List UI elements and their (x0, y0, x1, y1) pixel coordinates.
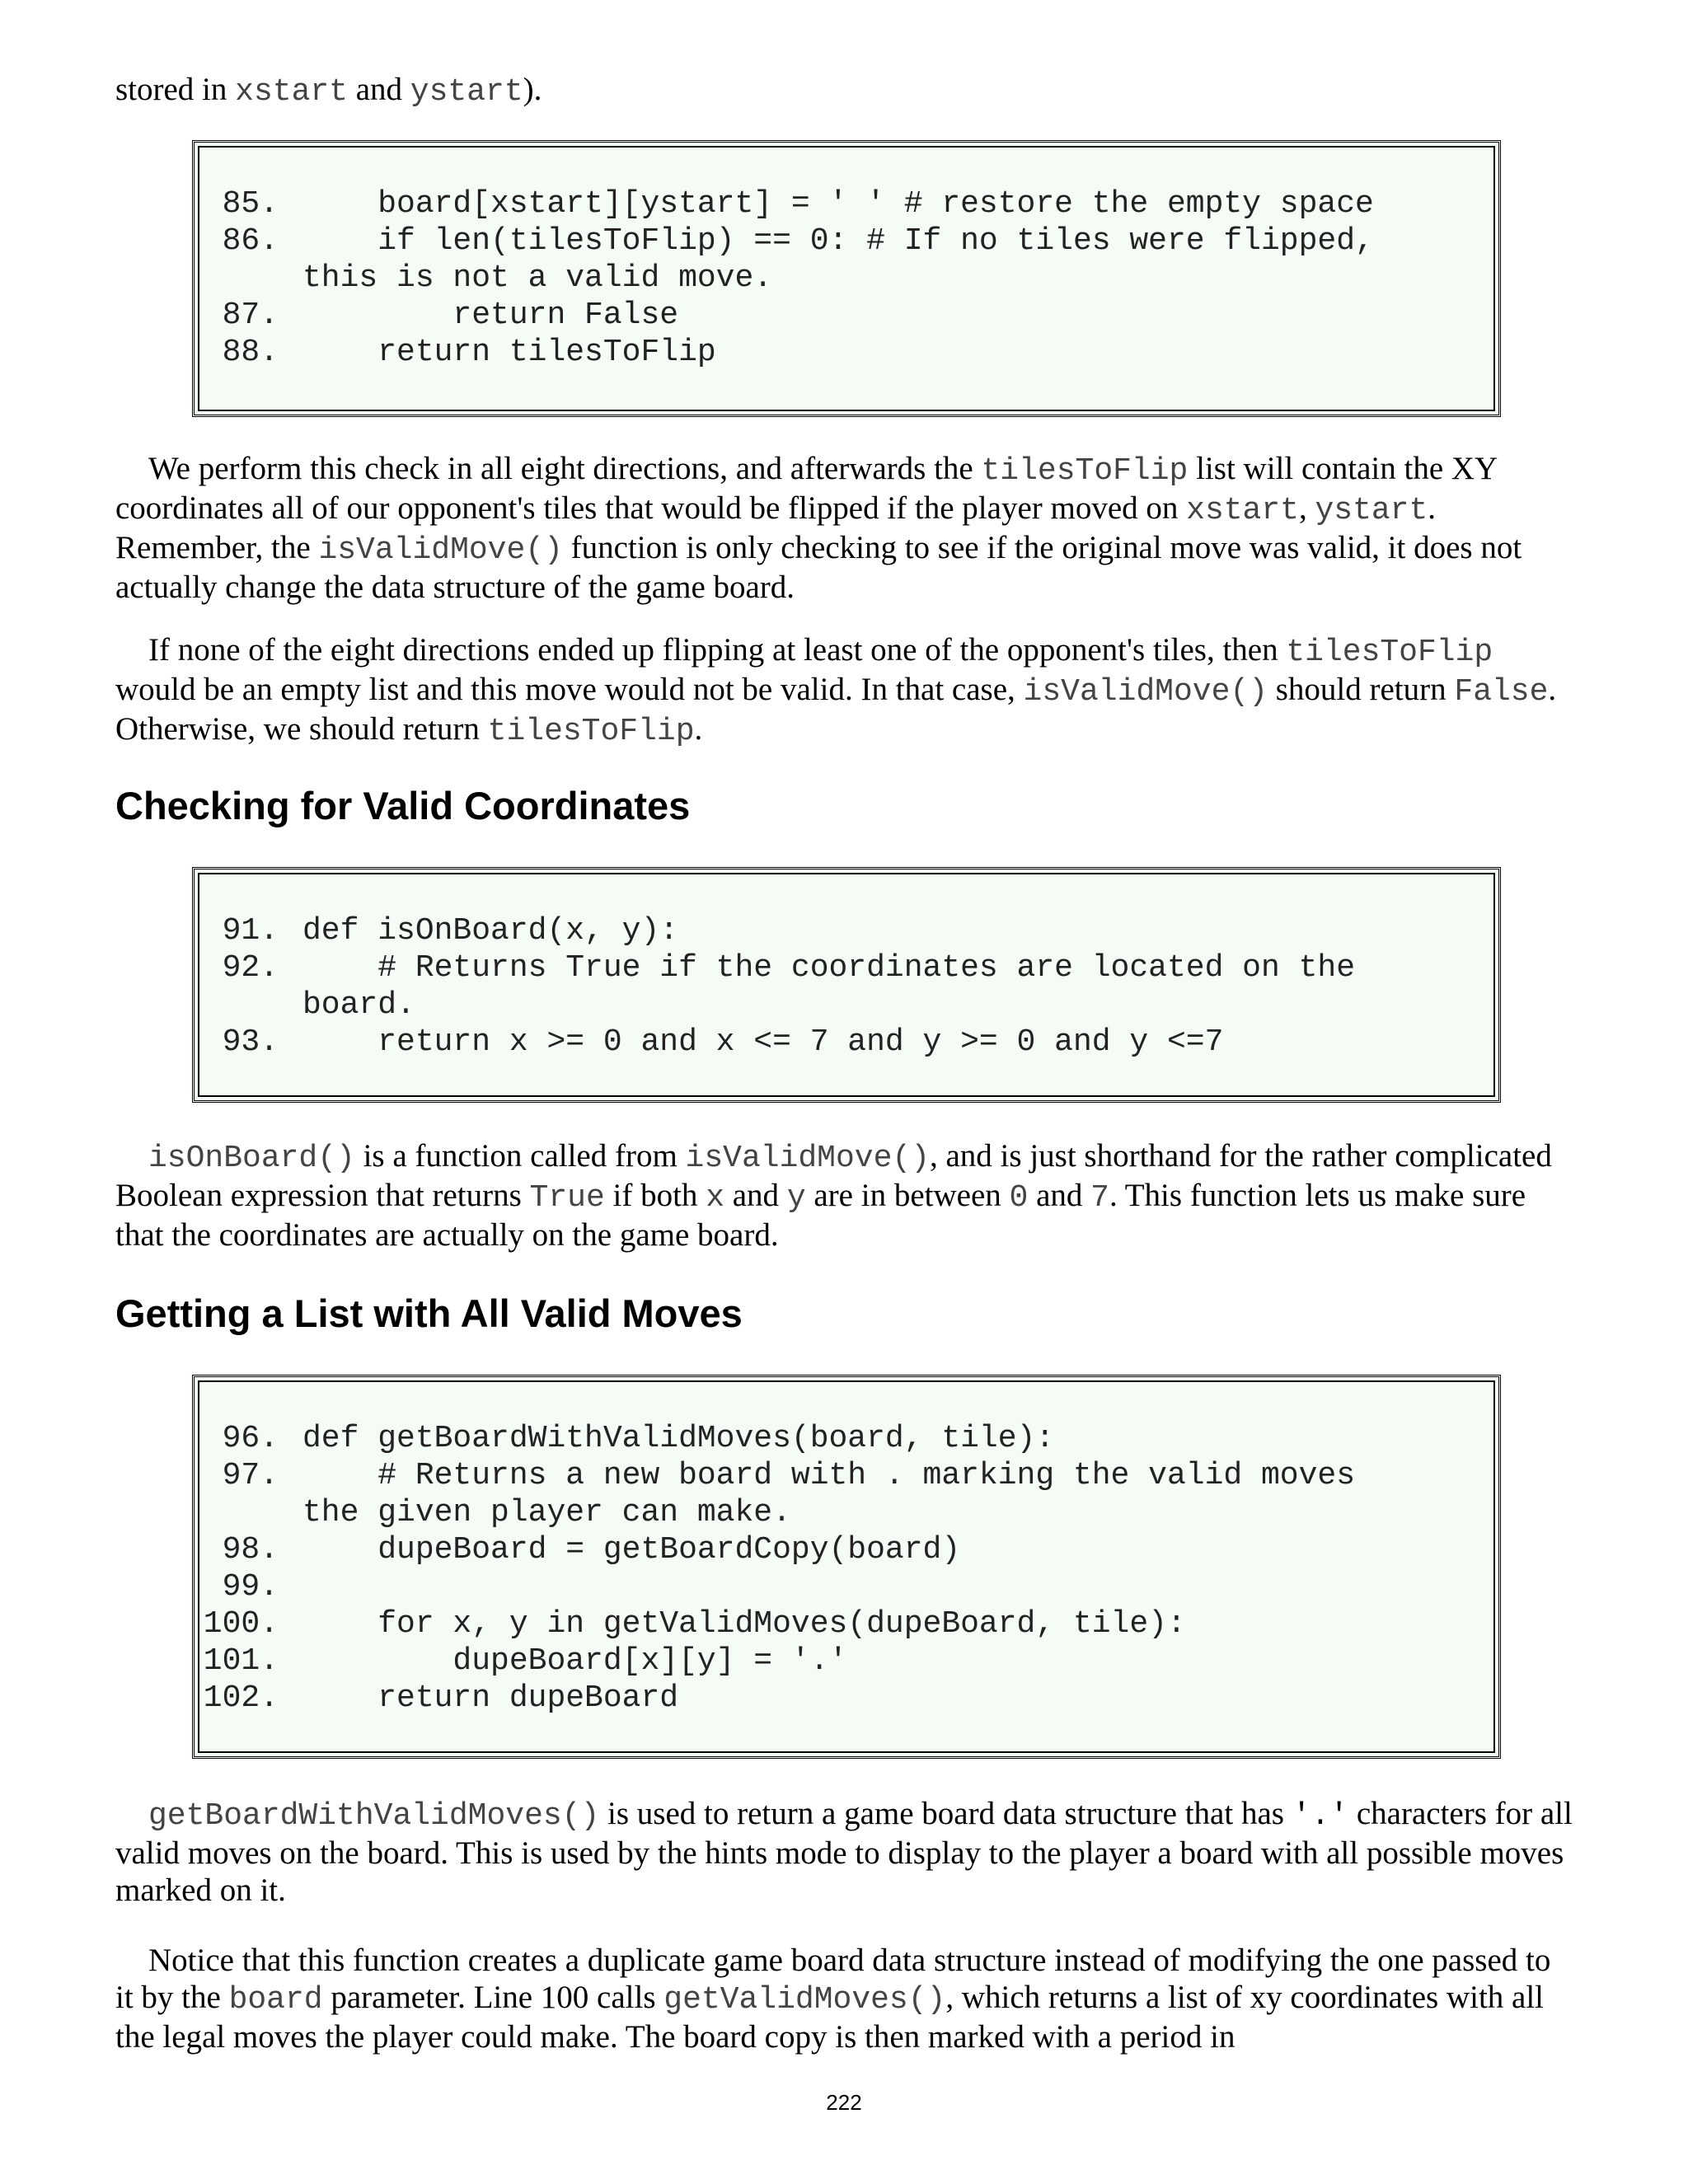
code-line-text: board. (302, 987, 415, 1023)
code-line-text: the given player can make. (302, 1495, 791, 1530)
code-line (195, 1531, 1498, 1568)
code-line-text: def isOnBoard(x, y): (302, 913, 679, 949)
code-line-number: 99. (222, 1569, 279, 1605)
code-line-number: 88. (222, 335, 279, 370)
code-line (195, 223, 1498, 260)
code-line (195, 260, 1498, 297)
paragraph-4: getBoardWithValidMoves() is used to return a game board data structure that has '.' characters for all valid moves on the board. This is used by the hints mode to display to the player a board with all possible moves marked on it. (115, 1796, 1573, 1908)
code-line-number: 102. (203, 1680, 279, 1716)
paragraph-1: We perform this check in all eight directions, and afterwards the tilesToFlip list will contain the XY coordinates all of our opponent's tiles that would be flipped if the player moved on xstart, ystart. Remember, the isValidMove() function is only checking to see if the original move was valid, it does not actually change the data structure of the game board. (115, 451, 1522, 605)
code-line-number: 91. (222, 913, 279, 949)
code-line-text: dupeBoard[x][y] = '.' (302, 1643, 848, 1679)
paragraph-3: isOnBoard() is a function called from isValidMove(), and is just shorthand for the rather complicated Boolean expression that returns True if both x and y are in between 0 and 7. This function lets us make sure that the coordinates are actually on the game board. (115, 1138, 1552, 1253)
code-line-text: return x >= 0 and x <= 7 and y >= 0 and y <=7 (302, 1024, 1224, 1060)
code-line (195, 334, 1498, 371)
code-line (195, 912, 1498, 949)
code-line-text: def getBoardWithValidMoves(board, tile): (302, 1421, 1055, 1456)
code-block-3 (192, 1375, 1501, 1759)
paragraph-5: Notice that this function creates a duplicate game board data structure instead of modifying the one passed to it by the board parameter. Line 100 calls getValidMoves(), which returns a list of xy coordinates with all the legal moves the player could make. The board copy is then marked with a period in (115, 1943, 1551, 2055)
code-line (195, 949, 1498, 987)
code-line-number: 85. (222, 186, 279, 222)
code-line-text: # Returns a new board with . marking the valid moves (302, 1458, 1356, 1493)
code-block-2 (192, 867, 1501, 1103)
code-line-number: 98. (222, 1532, 279, 1568)
code-line-text: return False (302, 298, 679, 333)
intro-fragment: stored in xstart and ystart). (115, 72, 542, 110)
code-line (195, 1643, 1498, 1680)
code-line (195, 1420, 1498, 1457)
code-line-number: 96. (222, 1421, 279, 1456)
section-heading-valid-moves-list: Getting a List with All Valid Moves (115, 1291, 743, 1335)
code-line-text: this is not a valid move. (302, 260, 773, 296)
code-line-number: 92. (222, 950, 279, 986)
code-line-number: 93. (222, 1024, 279, 1060)
code-line-text: board[xstart][ystart] = ' ' # restore the empty space (302, 186, 1374, 222)
code-block-1 (192, 140, 1501, 417)
code-line (195, 1024, 1498, 1061)
code-line (195, 1494, 1498, 1531)
code-line (195, 1680, 1498, 1717)
code-line (195, 1457, 1498, 1494)
code-line-number: 97. (222, 1458, 279, 1493)
code-line-text: for x, y in getValidMoves(dupeBoard, tile): (302, 1606, 1186, 1642)
code-line-number: 86. (222, 223, 279, 259)
code-line-text: dupeBoard = getBoardCopy(board) (302, 1532, 961, 1568)
code-line-number: 87. (222, 298, 279, 333)
code-line (195, 185, 1498, 223)
code-line (195, 987, 1498, 1024)
paragraph-2: If none of the eight directions ended up flipping at least one of the opponent's tiles, then tilesToFlip would be an empty list and this move would not be valid. In that case, isValidMove() should return False. Otherwise, we should return tilesToFlip. (115, 632, 1557, 749)
code-line-number: 100. (203, 1606, 279, 1642)
code-line-text: return tilesToFlip (302, 335, 716, 370)
page-number: 222 (826, 2090, 862, 2115)
code-line (195, 297, 1498, 334)
code-line-text: # Returns True if the coordinates are located on the (302, 950, 1356, 986)
code-line-text: if len(tilesToFlip) == 0: # If no tiles were flipped, (302, 223, 1374, 259)
code-line (195, 1568, 1498, 1605)
code-line (195, 1605, 1498, 1643)
code-line-text: return dupeBoard (302, 1680, 679, 1716)
section-heading-valid-coordinates: Checking for Valid Coordinates (115, 784, 691, 827)
code-line-number: 101. (203, 1643, 279, 1679)
